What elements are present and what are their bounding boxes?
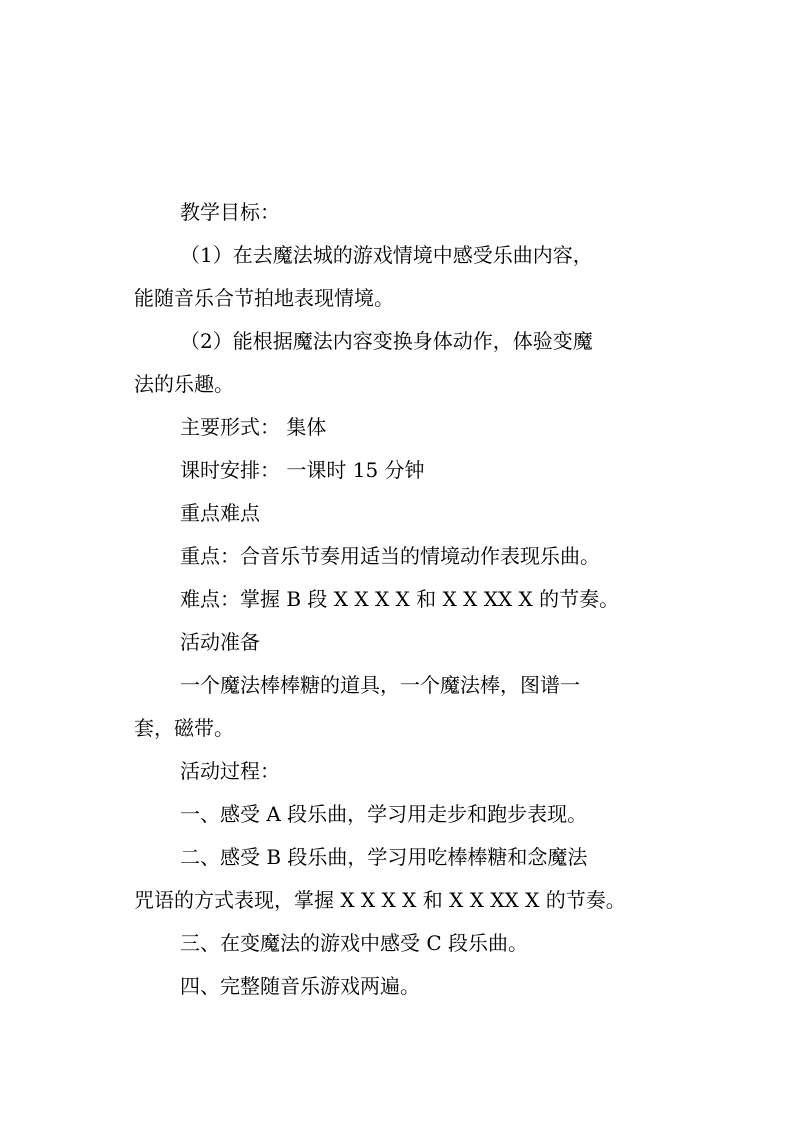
heading-activity-process: 活动过程： — [180, 759, 280, 783]
process-step-2-line-1: 二、感受 B 段乐曲，学习用吃棒棒糖和念魔法 — [180, 845, 588, 869]
goal-2-line-1: （2）能根据魔法内容变换身体动作，体验变魔 — [180, 329, 593, 353]
process-step-3: 三、在变魔法的游戏中感受 C 段乐曲。 — [180, 931, 529, 955]
heading-teaching-goals: 教学目标： — [180, 200, 280, 224]
process-step-4: 四、完整随音乐游戏两遍。 — [180, 974, 420, 998]
heading-key-difficult-points: 重点难点 — [180, 501, 260, 525]
goal-2-line-2: 法的乐趣。 — [134, 372, 234, 396]
process-step-1: 一、感受 A 段乐曲，学习用走步和跑步表现。 — [180, 802, 588, 826]
goal-1-line-1: （1）在去魔法城的游戏情境中感受乐曲内容， — [180, 243, 593, 267]
lesson-arrangement: 课时安排： 一课时 15 分钟 — [180, 458, 425, 482]
main-form: 主要形式： 集体 — [180, 415, 327, 439]
key-point: 重点：合音乐节奏用适当的情境动作表现乐曲。 — [180, 544, 600, 568]
difficult-point: 难点：掌握 B 段 X X X X 和 X X XX X 的节奏。 — [180, 587, 620, 611]
preparation-line-1: 一个魔法棒棒糖的道具，一个魔法棒，图谱一 — [180, 673, 580, 697]
process-step-2-line-2: 咒语的方式表现，掌握 X X X X 和 X X XX X 的节奏。 — [134, 888, 626, 912]
heading-activity-preparation: 活动准备 — [180, 630, 260, 654]
preparation-line-2: 套，磁带。 — [134, 716, 234, 740]
goal-1-line-2: 能随音乐合节拍地表现情境。 — [134, 286, 394, 310]
